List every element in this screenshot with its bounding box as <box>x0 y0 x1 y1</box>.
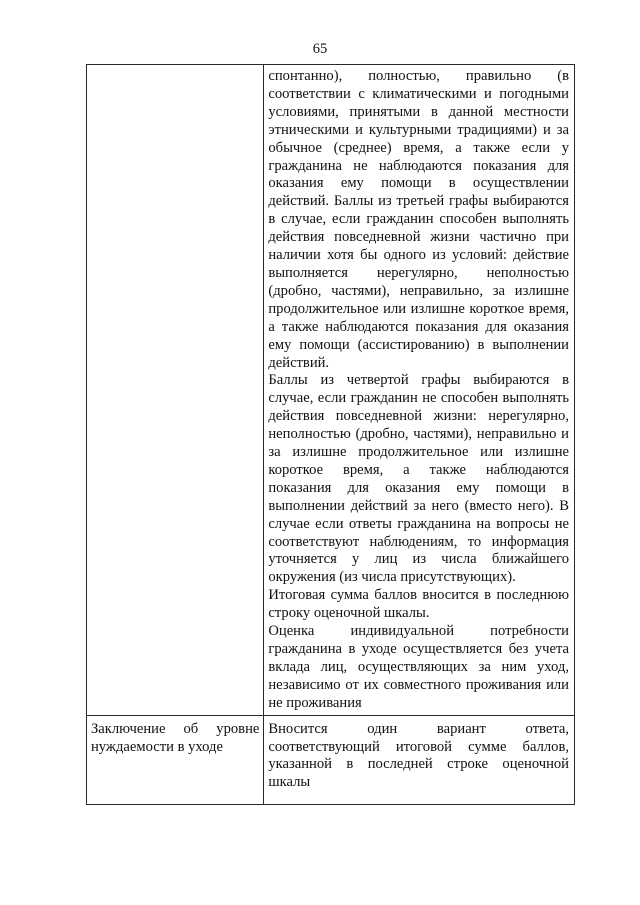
empty-left-cell <box>87 65 264 716</box>
conclusion-value: Вносится один вариант ответа, соответствующий итоговой сумме баллов, указанной в последней строке оценочной шкалы <box>268 720 569 791</box>
table-row-instructions <box>87 65 575 716</box>
assessment-table <box>86 64 575 805</box>
instructions-paragraph-2: Баллы из четвертой графы выбираются в случае, если гражданин не способен выполнять действия повседневной жизни: нерегулярно, неполностью (дробно, частями), неправильно и за излишне продолжительное или излишне короткое время, а также наблюдаются показания для оказания ему помощи в выполнении действий за него (вместо него). В случае если ответы гражданина на вопросы не соответствуют наблюдениям, то информация уточняется у лиц из числа ближайшего окружения (из числа присутствующих). <box>268 372 569 586</box>
conclusion-label: Заключение об уровне нуждаемости в уходе <box>91 720 260 755</box>
instructions-cell <box>264 65 575 716</box>
instructions-paragraph-3: Итоговая сумма баллов вносится в последнюю строку оценочной шкалы. <box>268 587 569 622</box>
instructions-paragraph-4: Оценка индивидуальной потребности гражданина в уходе осуществляется без учета вклада лиц, осуществляющих за ним уход, независимо от их совместного проживания или не проживания <box>268 623 569 711</box>
conclusion-label-cell <box>87 715 264 805</box>
conclusion-value-cell <box>264 715 575 805</box>
page-number: 65 <box>312 41 328 57</box>
empty-left-cell-text <box>87 65 263 71</box>
table-row-conclusion <box>87 715 575 805</box>
instructions-paragraph-1: спонтанно), полностью, правильно (в соответствии с климатическими и погодными условиями, принятыми в данной местности этническими и культурными традициями) и за обычное (среднее) время, а также если у гражданина не наблюдаются показания для оказания ему помощи в осуществлении действий. Баллы из третьей графы выбираются в случае, если гражданин способен выполнять действия повседневной жизни частично при наличии хотя бы одного из условий: действие выполняется нерегулярно, неполностью (дробно, частями), неправильно, за излишне продолжительное или излишне короткое время, а также наблюдаются показания для оказания ему помощи (ассистированию) в выполнении действий. <box>268 68 569 371</box>
